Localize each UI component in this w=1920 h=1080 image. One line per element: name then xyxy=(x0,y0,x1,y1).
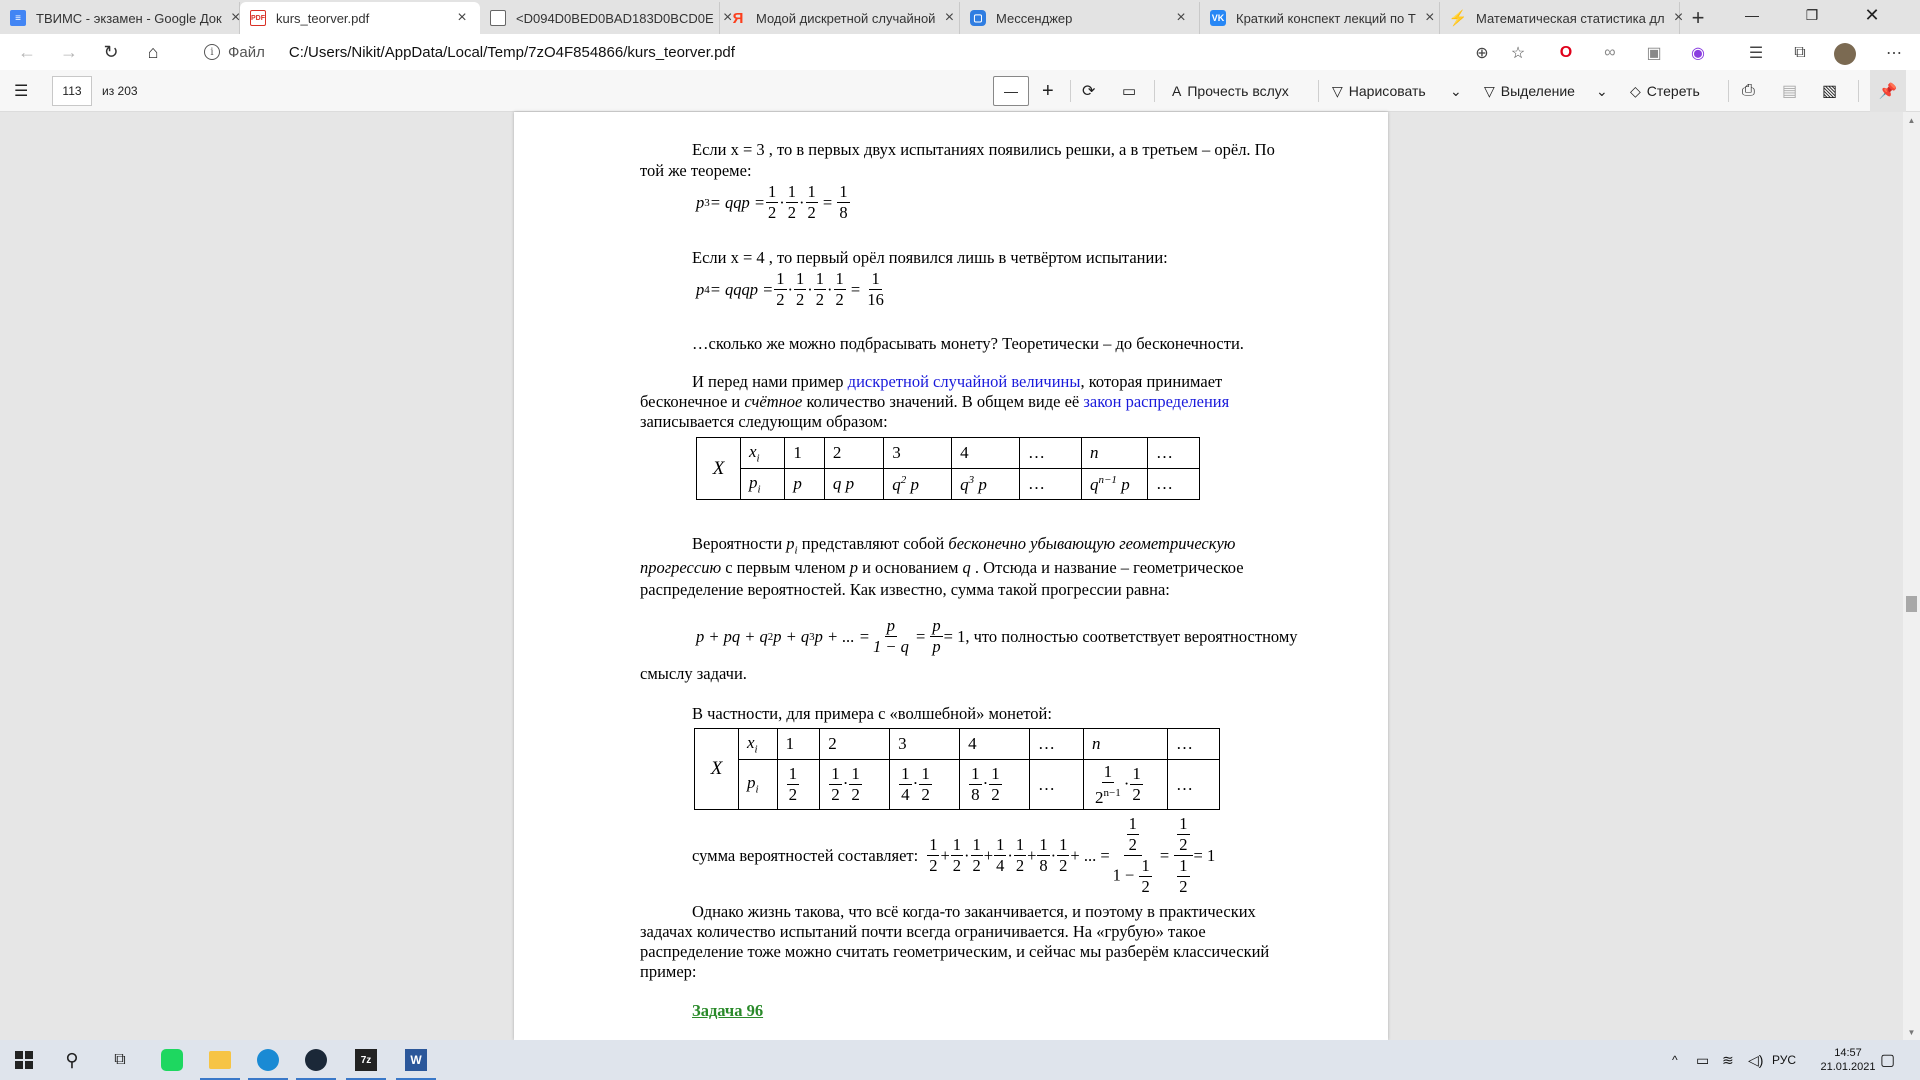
distribution-table-general xyxy=(696,437,1200,500)
favorite-star-icon[interactable]: ☆ xyxy=(1510,45,1526,62)
url-text: C:/Users/Nikit/AppData/Local/Temp/7zO4F854866/kurs_teorver.pdf xyxy=(288,43,735,61)
contents-icon[interactable]: ☰ xyxy=(14,83,29,100)
close-icon[interactable]: × xyxy=(1176,9,1186,26)
refresh-button[interactable]: ↻ xyxy=(103,41,119,62)
new-tab-button[interactable]: + xyxy=(1691,5,1705,30)
paragraph: прогрессию с первым членом p и основанием q . Отсюда и название – геометрическое xyxy=(640,558,1244,577)
table-cell: $x_i$ xyxy=(739,729,778,760)
table-cell: 3 xyxy=(890,729,960,760)
table-cell: X xyxy=(695,729,739,810)
table-cell: $q^{n-1}$ p xyxy=(1082,469,1148,500)
table-cell: $\frac{1}{2}$ xyxy=(777,760,820,810)
forward-button[interactable]: → xyxy=(60,41,78,62)
close-window-button[interactable]: ✕ xyxy=(1864,4,1880,25)
lightning-icon: ⚡ xyxy=(1448,10,1468,27)
erase-button[interactable] xyxy=(1630,70,1700,112)
table-cell: … xyxy=(1148,438,1200,469)
link-distribution-law[interactable]: закон распределения xyxy=(1083,392,1230,411)
paragraph: смыслу задачи. xyxy=(640,664,747,683)
search-icon[interactable]: ⚲ xyxy=(65,1049,79,1070)
table-cell: 3 xyxy=(884,438,952,469)
battery-icon[interactable]: ▭ xyxy=(1696,1051,1710,1068)
scroll-down-icon[interactable]: ▼ xyxy=(1907,1027,1916,1037)
tab-title: Краткий конспект лекций по Т xyxy=(1236,10,1416,26)
spotify-icon[interactable] xyxy=(148,1040,196,1080)
tab-title: Модой дискретной случайной xyxy=(756,10,936,26)
opera-icon[interactable]: O xyxy=(1559,44,1573,61)
table-cell: n xyxy=(1082,438,1148,469)
table-cell: $\frac{1}{2}$ · $\frac{1}{2}$ xyxy=(820,760,890,810)
scheme-label: Файл xyxy=(228,43,265,61)
minimize-button[interactable]: — xyxy=(1745,7,1759,23)
paragraph: пример: xyxy=(640,962,697,981)
read-aloud-label: Прочесть вслух xyxy=(1187,83,1289,99)
close-icon[interactable]: × xyxy=(457,9,467,26)
windows-start-icon[interactable] xyxy=(0,1040,48,1080)
close-icon[interactable]: × xyxy=(722,9,733,26)
link-discrete-variable[interactable]: дискретной случайной величины xyxy=(847,372,1081,391)
word-icon[interactable]: W xyxy=(392,1040,440,1080)
url-field[interactable] xyxy=(188,37,1538,67)
zoom-icon[interactable]: ⊕ xyxy=(1475,45,1489,62)
table-cell: q p xyxy=(824,469,883,500)
table-cell: $q^3$ p xyxy=(952,469,1020,500)
table-cell: $p_i$ xyxy=(741,469,785,500)
google-docs-icon: ≡ xyxy=(10,10,26,26)
chevron-down-icon[interactable]: ⌄ xyxy=(1450,82,1462,99)
equation-probability-sum: сумма вероятностей составляет: $\frac{1}{2}$ + $\frac{1}{2}$ · $\frac{1}{2}$ + $\frac{1}{4}$ · $\frac{1}{2}$ + $\frac{1}{8}$ · $\frac{1}{2}$ + ... = $\frac{1}{2}$ 1 − $\frac{1}{2}$ = $\frac{\frac{1}{2}}{\frac{1}{2}}$ = 1 xyxy=(692,814,1216,896)
table-cell: 4 xyxy=(952,438,1020,469)
highlight-button[interactable] xyxy=(1484,70,1575,112)
tab-messenger[interactable] xyxy=(960,2,1200,34)
chevron-down-icon[interactable]: ⌄ xyxy=(1596,82,1608,99)
back-button[interactable]: ← xyxy=(18,41,36,62)
eraser-icon: ◇ xyxy=(1630,82,1641,99)
vertical-scrollbar[interactable] xyxy=(1903,112,1920,1040)
rotate-icon[interactable]: ⟳ xyxy=(1082,83,1096,100)
page-total: из 203 xyxy=(102,84,138,98)
7zip-icon[interactable]: 7z xyxy=(342,1040,390,1080)
paragraph: бесконечное и счётное количество значений. В общем виде её закон распределения xyxy=(640,392,1230,411)
extension-icon-3[interactable]: ◉ xyxy=(1691,45,1705,62)
tab-yandex[interactable] xyxy=(720,2,960,34)
close-icon[interactable]: × xyxy=(944,9,955,26)
pdf-icon: PDF xyxy=(250,10,266,26)
table-cell: … xyxy=(1030,729,1084,760)
table-cell: 4 xyxy=(960,729,1030,760)
tab-pdf[interactable] xyxy=(240,2,480,34)
close-icon[interactable]: × xyxy=(231,9,241,26)
table-cell: 2 xyxy=(824,438,883,469)
table-cell: … xyxy=(1020,438,1082,469)
table-cell: $q^2$ p xyxy=(884,469,952,500)
pdf-page xyxy=(514,112,1388,1040)
home-button[interactable]: ⌂ xyxy=(147,41,159,62)
windows-taskbar xyxy=(0,1040,1920,1080)
tab-document[interactable] xyxy=(480,2,733,34)
task-heading[interactable]: Задача 96 xyxy=(692,1001,764,1020)
messenger-icon: ▢ xyxy=(970,10,986,26)
file-explorer-icon[interactable] xyxy=(196,1040,244,1080)
tab-google-docs[interactable] xyxy=(0,2,240,34)
wifi-icon[interactable]: ≋ xyxy=(1722,1051,1734,1068)
table-cell: … xyxy=(1030,760,1084,810)
highlight-label: Выделение xyxy=(1500,83,1575,99)
page-number-input[interactable]: 113 xyxy=(52,76,92,106)
clock-date: 21.01.2021 xyxy=(1820,1061,1876,1073)
tab-strip xyxy=(0,0,1920,34)
tab-title: ТВИМС - экзамен - Google Док xyxy=(36,10,222,26)
language-indicator[interactable]: РУС xyxy=(1772,1053,1797,1067)
table-cell: … xyxy=(1168,760,1220,810)
read-aloud-icon: A xyxy=(1172,83,1182,99)
vk-icon: VK xyxy=(1210,10,1226,26)
restore-button[interactable]: ❐ xyxy=(1805,6,1819,23)
draw-button[interactable] xyxy=(1332,70,1426,112)
table-cell: 1 xyxy=(777,729,820,760)
clock[interactable] xyxy=(1818,1040,1878,1080)
extension-icon[interactable]: ∞ xyxy=(1604,44,1616,61)
chevron-up-icon[interactable]: ^ xyxy=(1672,1053,1678,1067)
notifications-icon[interactable]: ▢ xyxy=(1880,1052,1896,1069)
pin-icon[interactable]: 📌 xyxy=(1870,70,1906,112)
zoom-in-button[interactable]: + xyxy=(1042,79,1054,102)
paragraph: В частности, для примера с «волшебной» монетой: xyxy=(692,704,1052,723)
tab-title: kurs_teorver.pdf xyxy=(276,10,370,26)
edge-icon[interactable] xyxy=(244,1040,292,1080)
paragraph: Вероятности $p_i$ представляют собой бесконечно убывающую геометрическую xyxy=(692,534,1236,557)
pdf-toolbar xyxy=(0,70,1920,112)
distribution-table-coin xyxy=(694,728,1220,810)
table-cell: p xyxy=(785,469,825,500)
tab-title: Математическая статистика дл xyxy=(1476,10,1665,26)
table-cell: X xyxy=(697,438,741,500)
paragraph: распределение вероятностей. Как известно, сумма такой прогрессии равна: xyxy=(640,580,1170,599)
more-icon[interactable]: ⋯ xyxy=(1886,45,1902,62)
table-cell: $\frac{1}{2^{n-1}}$ · $\frac{1}{2}$ xyxy=(1084,760,1168,810)
paragraph: …сколько же можно подбрасывать монету? Теоретически – до бесконечности. xyxy=(692,334,1244,353)
table-cell: … xyxy=(1020,469,1082,500)
scroll-up-icon[interactable]: ▲ xyxy=(1907,115,1916,125)
read-aloud-button[interactable] xyxy=(1172,70,1289,112)
erase-label: Стереть xyxy=(1646,83,1700,99)
paragraph: распределение тоже можно считать геометрическим, и сейчас мы разберём классический xyxy=(640,942,1270,961)
yandex-icon: Я xyxy=(732,9,744,27)
highlighter-icon: ▽ xyxy=(1484,82,1495,99)
avatar[interactable] xyxy=(1834,43,1856,65)
paragraph: Если x = 4 , то первый орёл появился лишь в четвёртом испытании: xyxy=(692,248,1168,267)
paragraph: И перед нами пример дискретной случайной величины, которая принимает xyxy=(692,372,1223,391)
equation-p3: p 3 = qqp = $\frac{1}{2}$ · $\frac{1}{2}$ · $\frac{1}{2}$ = $\frac{1}{8}$ xyxy=(696,182,848,222)
table-cell: $\frac{1}{4}$ · $\frac{1}{2}$ xyxy=(890,760,960,810)
tab-title: <D094D0BED0BAD183D0BCD0E xyxy=(516,10,714,26)
pen-icon: ▽ xyxy=(1332,82,1343,99)
equation-p4: p 4 = qqqp = $\frac{1}{2}$ · $\frac{1}{2}$ · $\frac{1}{2}$ · $\frac{1}{2}$ = $\frac{1}{16}$ xyxy=(696,269,884,309)
pdf-viewer[interactable] xyxy=(0,112,1920,1040)
table-cell: … xyxy=(1148,469,1200,500)
table-cell: n xyxy=(1084,729,1168,760)
steam-icon[interactable] xyxy=(292,1040,340,1080)
clock-time: 14:57 xyxy=(1834,1047,1862,1059)
extension-icon-2[interactable]: ▣ xyxy=(1646,45,1662,62)
paragraph: записывается следующим образом: xyxy=(640,412,888,431)
print-icon[interactable]: ⎙ xyxy=(1742,82,1755,99)
paragraph: Если x = 3 , то в первых двух испытаниях появились решки, а в третьем – орёл. По xyxy=(692,140,1275,159)
table-cell: $p_i$ xyxy=(739,760,778,810)
document-icon xyxy=(490,10,506,26)
fit-page-icon[interactable]: ▭ xyxy=(1122,83,1137,100)
paragraph: той же теореме: xyxy=(640,161,752,180)
draw-label: Нарисовать xyxy=(1348,83,1426,99)
close-icon[interactable]: × xyxy=(1673,9,1684,26)
tab-title: Мессенджер xyxy=(996,10,1073,26)
equation-geometric-sum: p + pq + q 2 p + q 3 p + ... = $\frac{p}{1 - q}$ = $\frac{p}{p}$ = 1 , что полностью соответствует вероятностному xyxy=(696,616,1298,656)
tab-statistics[interactable] xyxy=(1440,2,1684,34)
volume-icon[interactable]: ◁) xyxy=(1748,1051,1764,1068)
tab-vk[interactable] xyxy=(1200,2,1440,34)
table-cell: … xyxy=(1168,729,1220,760)
table-cell: $x_i$ xyxy=(741,438,785,469)
paragraph: задачах количество испытаний почти всегда ограничивается. На «грубую» такое xyxy=(640,922,1206,941)
scrollbar-thumb[interactable] xyxy=(1906,596,1917,612)
zoom-out-button[interactable]: — xyxy=(993,76,1029,106)
close-icon[interactable]: × xyxy=(1425,9,1435,26)
save-as-icon[interactable]: ▧ xyxy=(1822,83,1838,100)
task-view-icon[interactable]: ⧉ xyxy=(114,1051,126,1068)
collections-icon[interactable]: ⧉ xyxy=(1794,44,1806,61)
table-cell: 1 xyxy=(785,438,825,469)
save-icon[interactable]: ▤ xyxy=(1782,83,1798,100)
table-cell: 2 xyxy=(820,729,890,760)
paragraph: Однако жизнь такова, что всё когда-то заканчивается, и поэтому в практических xyxy=(692,902,1256,921)
table-cell: $\frac{1}{8}$ · $\frac{1}{2}$ xyxy=(960,760,1030,810)
info-icon[interactable]: i xyxy=(204,44,220,60)
favorites-icon[interactable]: ☰ xyxy=(1748,45,1764,62)
